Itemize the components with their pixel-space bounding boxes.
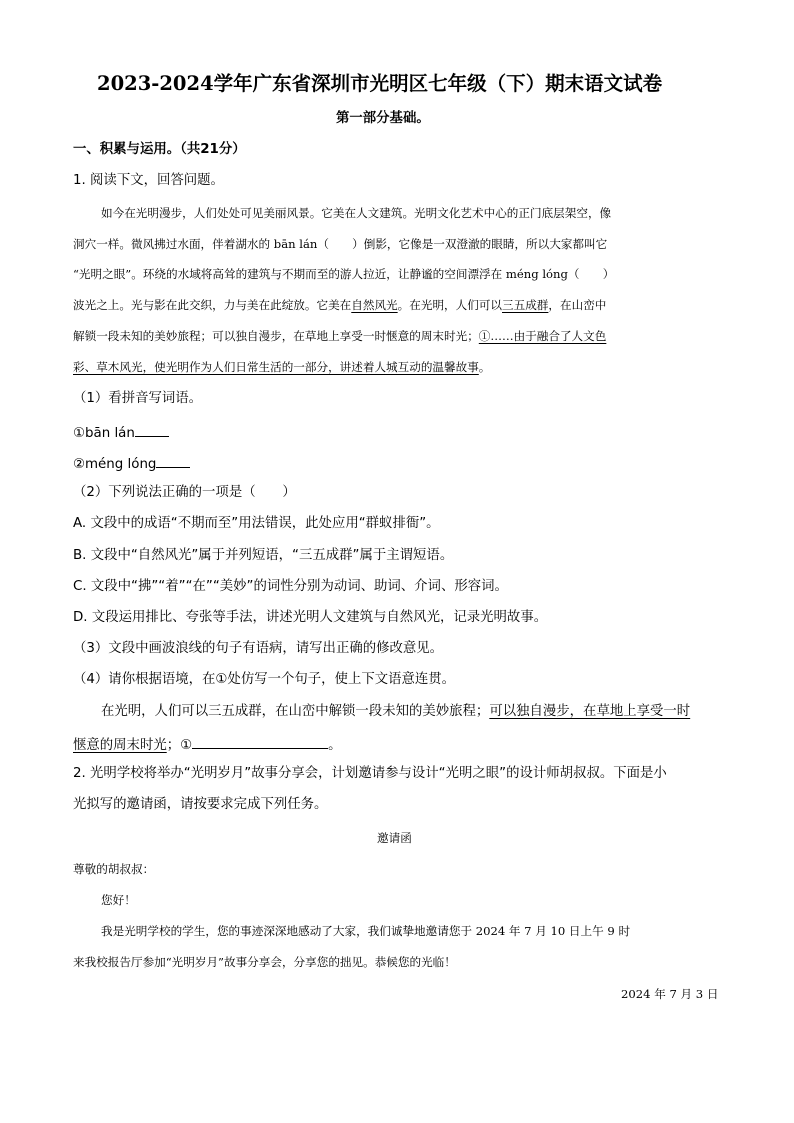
option-b[interactable]: B. 文段中“自然风光”属于并列短语，“三五成群”属于主谓短语。 xyxy=(73,548,454,563)
underlined-sentence: 惬意的周末时光 xyxy=(73,738,167,753)
context-text: 在光明，人们可以三五成群，在山峦中解锁一段未知的美妙旅程； xyxy=(101,704,490,719)
wavy-sentence: ①……由于融合了人文色 xyxy=(478,329,607,343)
passage-line: 洞穴一样。微风拂过水面，伴着湖水的 bān lán（ ）倒影，它像是一双澄澈的眼睛，所以大家都叫它 xyxy=(73,237,608,251)
passage-text: 波光之上。光与影在此交织，力与美在此绽放。它美在 xyxy=(73,298,352,312)
invitation-body: 我是光明学校的学生，您的事迹深深地感动了大家，我们诚挚地邀请您于 2024 年 7 月 10 日上午 9 时 xyxy=(101,924,631,938)
answer-blank[interactable] xyxy=(192,734,328,749)
imitation-answer-line xyxy=(73,734,342,755)
answer-blank[interactable] xyxy=(156,453,190,468)
sub-question-3: （3）文段中画波浪线的句子有语病，请写出正确的修改意见。 xyxy=(73,641,444,656)
invitation-salutation: 尊敬的胡叔叔： xyxy=(73,862,155,876)
imitation-context-line xyxy=(101,703,690,721)
context-text: 。 xyxy=(328,738,342,753)
passage-line xyxy=(73,358,490,376)
pinyin-label: ②méng lóng xyxy=(73,457,157,472)
passage-line xyxy=(73,327,606,345)
part-subtitle: 第一部分基础。 xyxy=(336,110,430,126)
option-c[interactable]: C. 文段中“拂”“着”“在”“美妙”的词性分别为动词、助词、介词、形容词。 xyxy=(73,579,508,594)
underlined-phrase: 三五成群 xyxy=(502,298,549,312)
passage-text: ，在山峦中 xyxy=(548,298,607,312)
pinyin-item-2 xyxy=(73,453,190,474)
sub-question-1: （1）看拼音写词语。 xyxy=(73,391,203,406)
option-a[interactable]: A. 文段中的成语“不期而至”用法错误，此处应用“群蚁排衙”。 xyxy=(73,516,440,531)
question-2-stem: 光拟写的邀请函，请按要求完成下列任务。 xyxy=(73,797,328,812)
underlined-phrase: 自然风光 xyxy=(351,298,398,312)
question-1-stem: 1. 阅读下文，回答问题。 xyxy=(73,173,224,188)
section-heading: 一、积累与运用。（共21分） xyxy=(73,142,246,157)
sub-question-2: （2）下列说法正确的一项是（ ） xyxy=(73,485,296,500)
passage-line: “光明之眼”。环绕的水域将高耸的建筑与不期而至的游人拉近，让静谧的空间漂浮在 méng lóng（ ） xyxy=(73,267,615,281)
passage-line xyxy=(73,296,606,314)
wavy-sentence: 彩、草木风光，使光明作为人们日常生活的一部分，讲述着人城互动的温馨故事 xyxy=(73,360,479,374)
invitation-greeting: 您好！ xyxy=(101,893,136,907)
underlined-sentence: 可以独自漫步，在草地上享受一时 xyxy=(489,704,691,719)
invitation-body: 来我校报告厅参加“光明岁月”故事分享会，分享您的拙见。恭候您的光临！ xyxy=(73,955,456,969)
page-title: 2023-2024学年广东省深圳市光明区七年级（下）期末语文试卷 xyxy=(97,72,663,95)
answer-blank[interactable] xyxy=(135,422,169,437)
passage-text: 解锁一段未知的美妙旅程；可以独自漫步，在草地上享受一时惬意的周末时光； xyxy=(73,329,479,343)
context-text: ；① xyxy=(166,738,193,753)
passage-text: 。在光明，人们可以 xyxy=(397,298,503,312)
option-d[interactable]: D. 文段运用排比、夸张等手法，讲述光明人文建筑与自然风光，记录光明故事。 xyxy=(73,610,548,625)
question-2-stem: 2. 光明学校将举办“光明岁月”故事分享会，计划邀请参与设计“光明之眼”的设计师胡叔叔。下面是小 xyxy=(73,766,667,781)
invitation-date: 2024 年 7 月 3 日 xyxy=(621,987,719,1001)
sub-question-4: （4）请你根据语境，在①处仿写一个句子，使上下文语意连贯。 xyxy=(73,672,456,687)
pinyin-item-1 xyxy=(73,422,169,443)
pinyin-label: ①bān lán xyxy=(73,426,135,441)
passage-text: 。 xyxy=(478,360,491,374)
passage-line: 如今在光明漫步，人们处处可见美丽风景。它美在人文建筑。光明文化艺术中心的正门底层架空，像 xyxy=(101,206,612,220)
invitation-title: 邀请函 xyxy=(377,831,412,845)
